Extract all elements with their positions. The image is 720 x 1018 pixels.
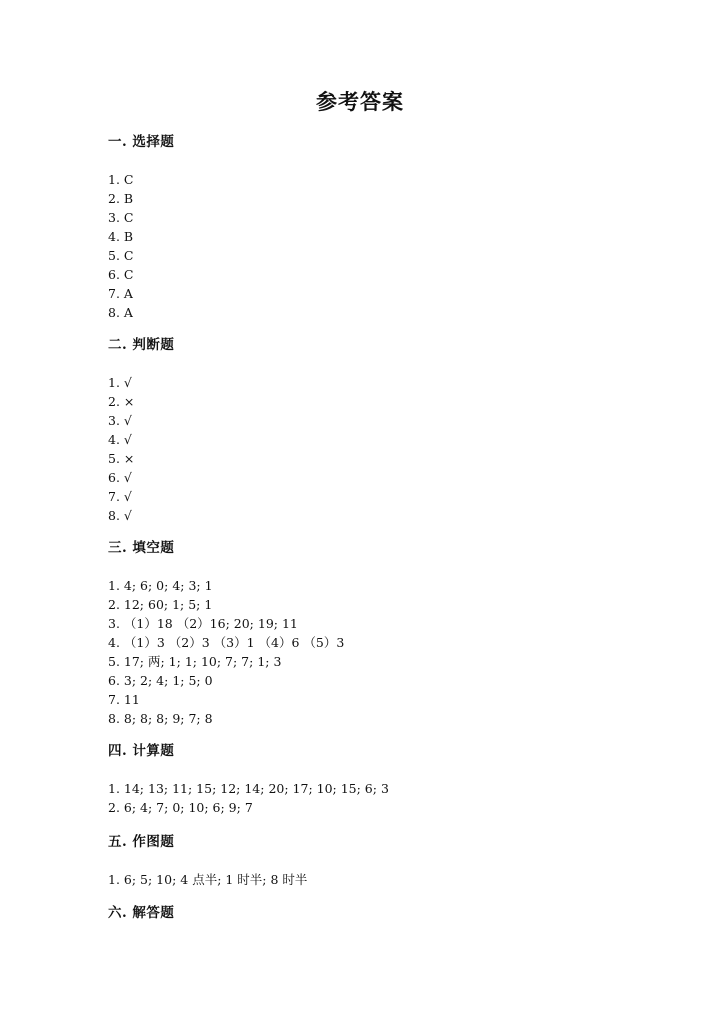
answer-item: 4. B	[108, 229, 134, 244]
answer-list	[108, 870, 668, 889]
answer-list	[108, 170, 668, 322]
answer-item: 2. 12; 60; 1; 5; 1	[108, 597, 213, 612]
section-calculation	[108, 742, 668, 817]
answer-item: 1. 14; 13; 11; 15; 12; 14; 20; 17; 10; 15; 6; 3	[108, 781, 389, 796]
answer-item: 6. C	[108, 267, 134, 282]
section-multiple-choice	[108, 133, 668, 322]
answer-item: 7. 11	[108, 692, 140, 707]
answer-item: 3. C	[108, 210, 134, 225]
section-fill-in-blank	[108, 539, 668, 728]
section-heading: 四. 计算题	[108, 743, 175, 759]
answer-list	[108, 373, 668, 525]
answer-item: 8. 8; 8; 8; 9; 7; 8	[108, 711, 213, 726]
section-true-false	[108, 336, 668, 525]
answer-item: 1. 6; 5; 10; 4 点半; 1 时半; 8 时半	[108, 872, 308, 887]
answer-item: 3. √	[108, 413, 132, 428]
answer-item: 1. C	[108, 172, 134, 187]
section-heading: 三. 填空题	[108, 540, 175, 556]
section-heading: 一. 选择题	[108, 134, 175, 150]
answer-item: 6. √	[108, 470, 132, 485]
answer-item: 1. √	[108, 375, 132, 390]
answer-item: 8. √	[108, 508, 132, 523]
answer-item: 4. （1）3 （2）3 （3）1 （4）6 （5）3	[108, 635, 345, 650]
section-drawing	[108, 833, 668, 889]
answer-list	[108, 576, 668, 728]
answer-item: 7. A	[108, 286, 133, 301]
section-heading: 六. 解答题	[108, 905, 175, 921]
answer-item: 5. 17; 两; 1; 1; 10; 7; 7; 1; 3	[108, 654, 282, 669]
answer-item: 5. C	[108, 248, 134, 263]
answer-item: 8. A	[108, 305, 133, 320]
section-heading: 二. 判断题	[108, 337, 175, 353]
page-title: 参考答案	[316, 89, 404, 114]
answer-item: 6. 3; 2; 4; 1; 5; 0	[108, 673, 213, 688]
answer-item: 2. ×	[108, 394, 135, 409]
answer-item: 7. √	[108, 489, 132, 504]
answer-item: 4. √	[108, 432, 132, 447]
section-word-problems	[108, 904, 668, 922]
answer-item: 5. ×	[108, 451, 135, 466]
answer-list	[108, 779, 668, 817]
answer-item: 2. B	[108, 191, 134, 206]
section-heading: 五. 作图题	[108, 834, 175, 850]
answer-item: 2. 6; 4; 7; 0; 10; 6; 9; 7	[108, 800, 253, 815]
answer-item: 3. （1）18 （2）16; 20; 19; 11	[108, 616, 298, 631]
answer-item: 1. 4; 6; 0; 4; 3; 1	[108, 578, 213, 593]
